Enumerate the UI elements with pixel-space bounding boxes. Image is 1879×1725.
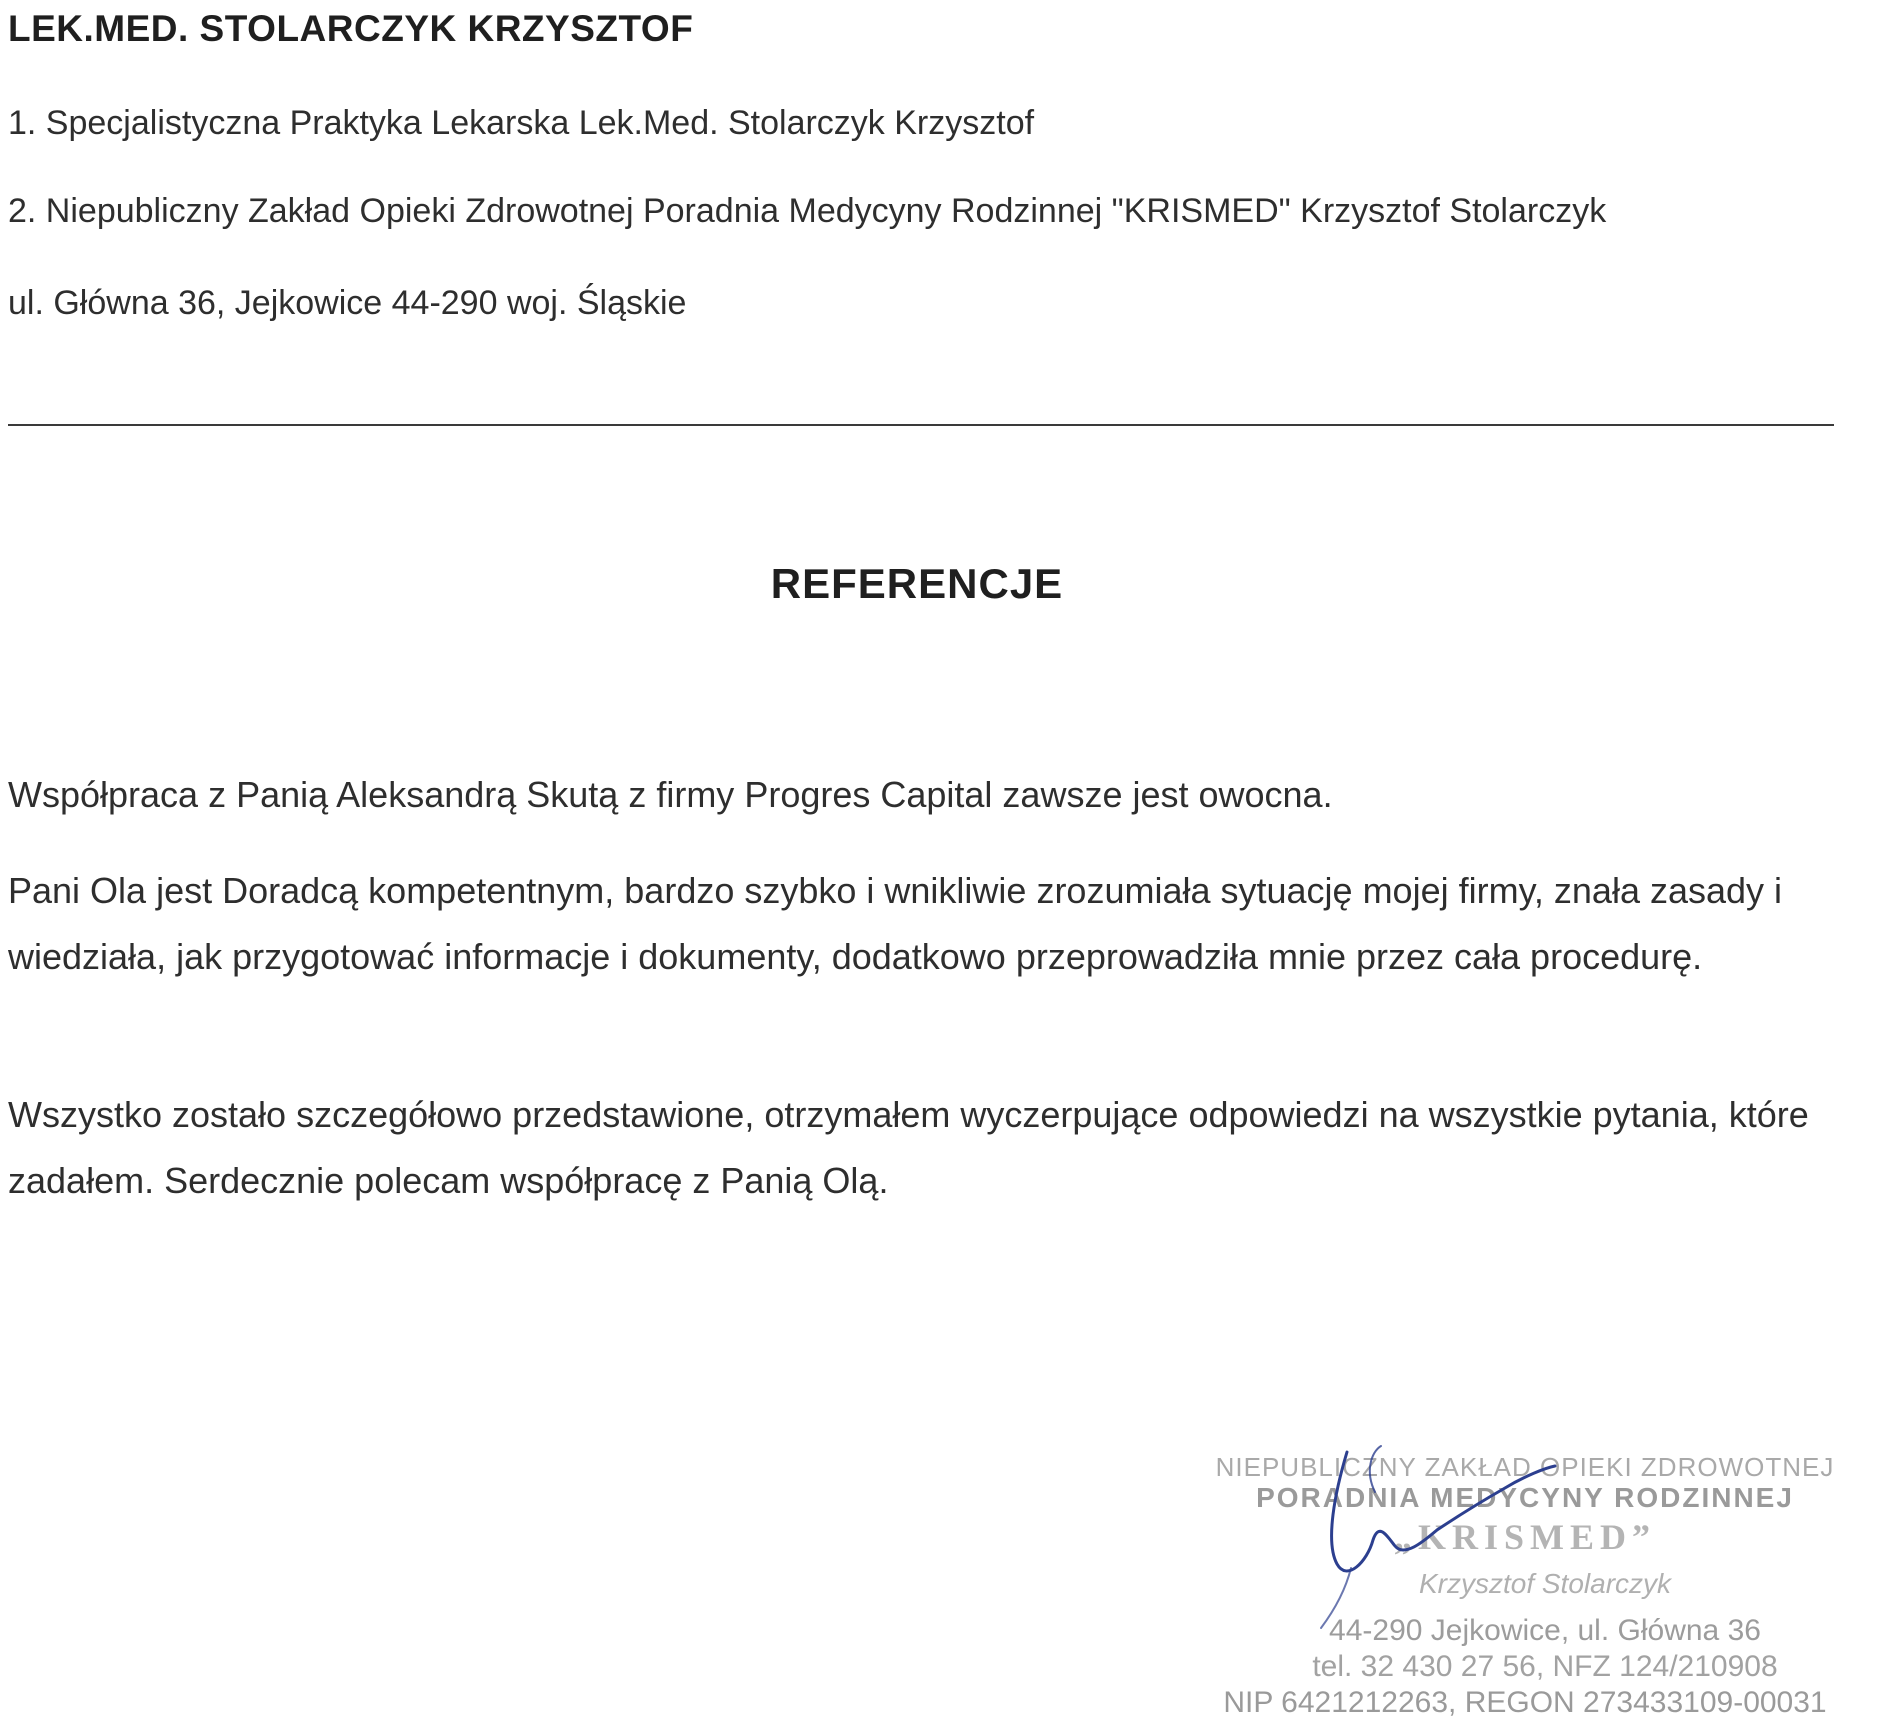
- practice-name-line: 1. Specjalistyczna Praktyka Lekarska Lek.Med. Stolarczyk Krzysztof: [8, 104, 1035, 142]
- paragraph-2: Pani Ola jest Doradcą kompetentnym, bardzo szybko i wnikliwie zrozumiała sytuację mojej firmy, znała zasady i wiedziała, jak przygotować informacje i dokumenty, dodatkowo przeprowadziła mnie przez cała procedurę.: [8, 870, 1783, 977]
- stamp-line-6: tel. 32 430 27 56, NFZ 124/210908: [1312, 1650, 1778, 1683]
- stamp-line-2: PORADNIA MEDYCYNY RODZINNEJ: [1256, 1482, 1794, 1513]
- paragraph-1: Współpraca z Panią Aleksandrą Skutą z firmy Progres Capital zawsze jest owocna.: [8, 774, 1333, 815]
- signature-stroke-main: [1332, 1452, 1555, 1571]
- signature-stroke-accent: [1370, 1446, 1381, 1492]
- paragraph-3: Wszystko zostało szczegółowo przedstawione, otrzymałem wyczerpujące odpowiedzi na wszystkie pytania, które zadałem. Serdecznie polecam współpracę z Panią Olą.: [8, 1094, 1809, 1201]
- stamp-line-7: NIP 6421212263, REGON 273433109-00031: [1223, 1686, 1827, 1719]
- document-title: REFERENCJE: [770, 560, 1064, 607]
- header-divider: [8, 424, 1834, 426]
- handwritten-signature: [1255, 1432, 1615, 1652]
- stamp-line-1: NIEPUBLICZNY ZAKŁAD OPIEKI ZDROWOTNEJ: [1215, 1452, 1835, 1482]
- signature-stroke-tail: [1321, 1568, 1351, 1628]
- stamp-line-5: 44-290 Jejkowice, ul. Główna 36: [1329, 1614, 1761, 1647]
- organization-name: LEK.MED. STOLARCZYK KRZYSZTOF: [8, 8, 694, 49]
- address-line: ul. Główna 36, Jejkowice 44-290 woj. Śląskie: [8, 284, 687, 322]
- stamp-line-3: „KRISMED”: [1393, 1517, 1657, 1557]
- clinic-name-line: 2. Niepubliczny Zakład Opieki Zdrowotnej Poradnia Medycyny Rodzinnej "KRISMED" Krzysztof Stolarczyk: [8, 192, 1607, 230]
- stamp-line-4: Krzysztof Stolarczyk: [1418, 1568, 1672, 1599]
